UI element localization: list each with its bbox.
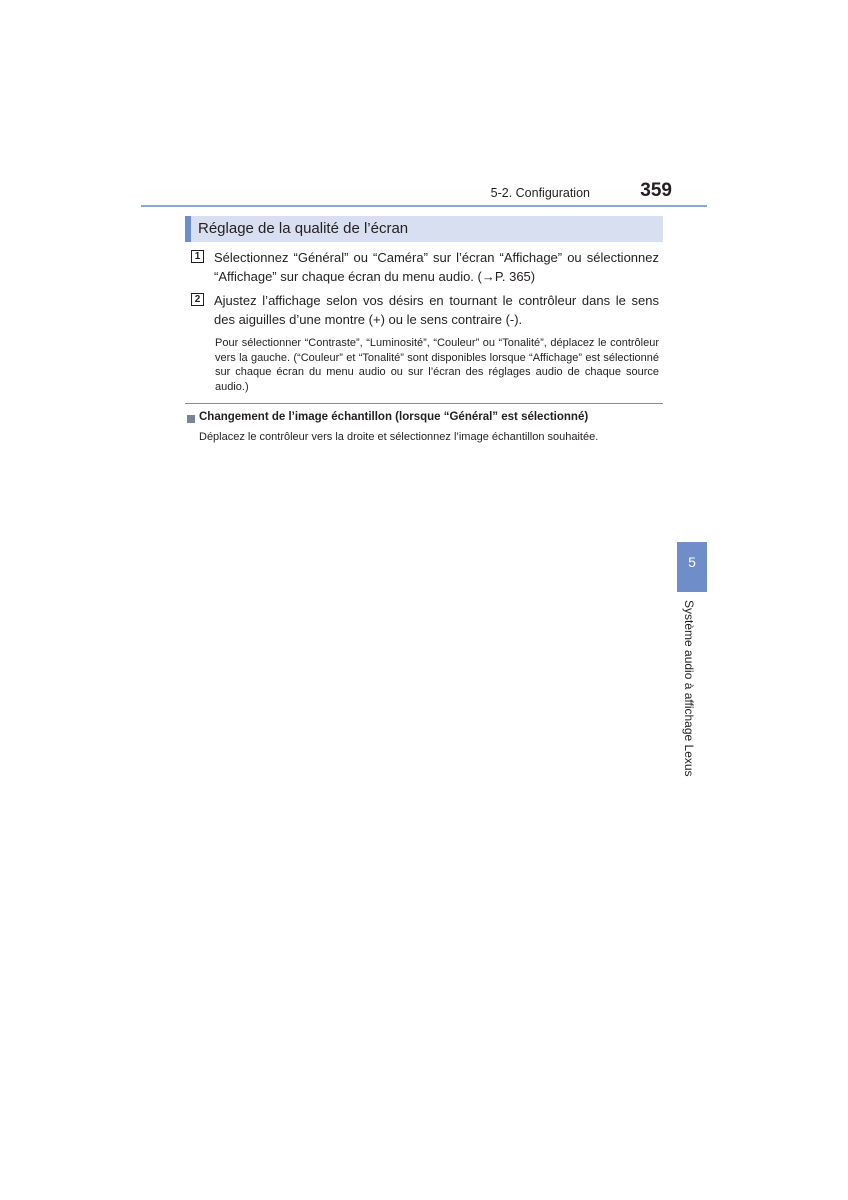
chapter-label xyxy=(680,600,700,790)
page-number: 359 xyxy=(640,180,672,201)
bullet-square-icon xyxy=(187,415,195,423)
subsection-body: Déplacez le contrôleur vers la droite et sélectionnez l’image échantillon souhaitée. xyxy=(199,431,599,443)
section-title-bar xyxy=(185,216,663,242)
section-title: Réglage de la qualité de l’écran xyxy=(198,220,409,237)
step-text: Sélectionnez “Général” ou “Caméra” sur l’écran “Affichage” ou sélectionnez “Affichage” sur chaque écran du menu audio. (→P. 365) xyxy=(214,250,659,284)
chapter-label-text: Système audio à affichage Lexus xyxy=(682,600,696,777)
step-text: Ajustez l’affichage selon vos désirs en tournant le contrôleur dans le sens des aiguilles d’une montre (+) ou le sens contraire (-). xyxy=(214,293,659,327)
section-divider xyxy=(185,403,663,404)
chapter-tab xyxy=(677,542,707,592)
chapter-number: 5 xyxy=(688,554,696,570)
step-number: 1 xyxy=(191,250,204,263)
step-number: 2 xyxy=(191,293,204,306)
header-rule xyxy=(141,205,707,207)
step-note: Pour sélectionner “Contraste”, “Luminosité”, “Couleur” ou “Tonalité”, déplacez le contrôleur vers la gauche. (“Couleur” et “Tonalité” sont disponibles lorsque “Affichage” est sélectionné sur chaque écran du menu audio ou sur l’écran des réglages audio de chaque source audio.) xyxy=(215,337,659,393)
header-section-label: 5-2. Configuration xyxy=(490,186,590,200)
subsection-heading: Changement de l’image échantillon (lorsque “Général” est sélectionné) xyxy=(199,411,589,423)
